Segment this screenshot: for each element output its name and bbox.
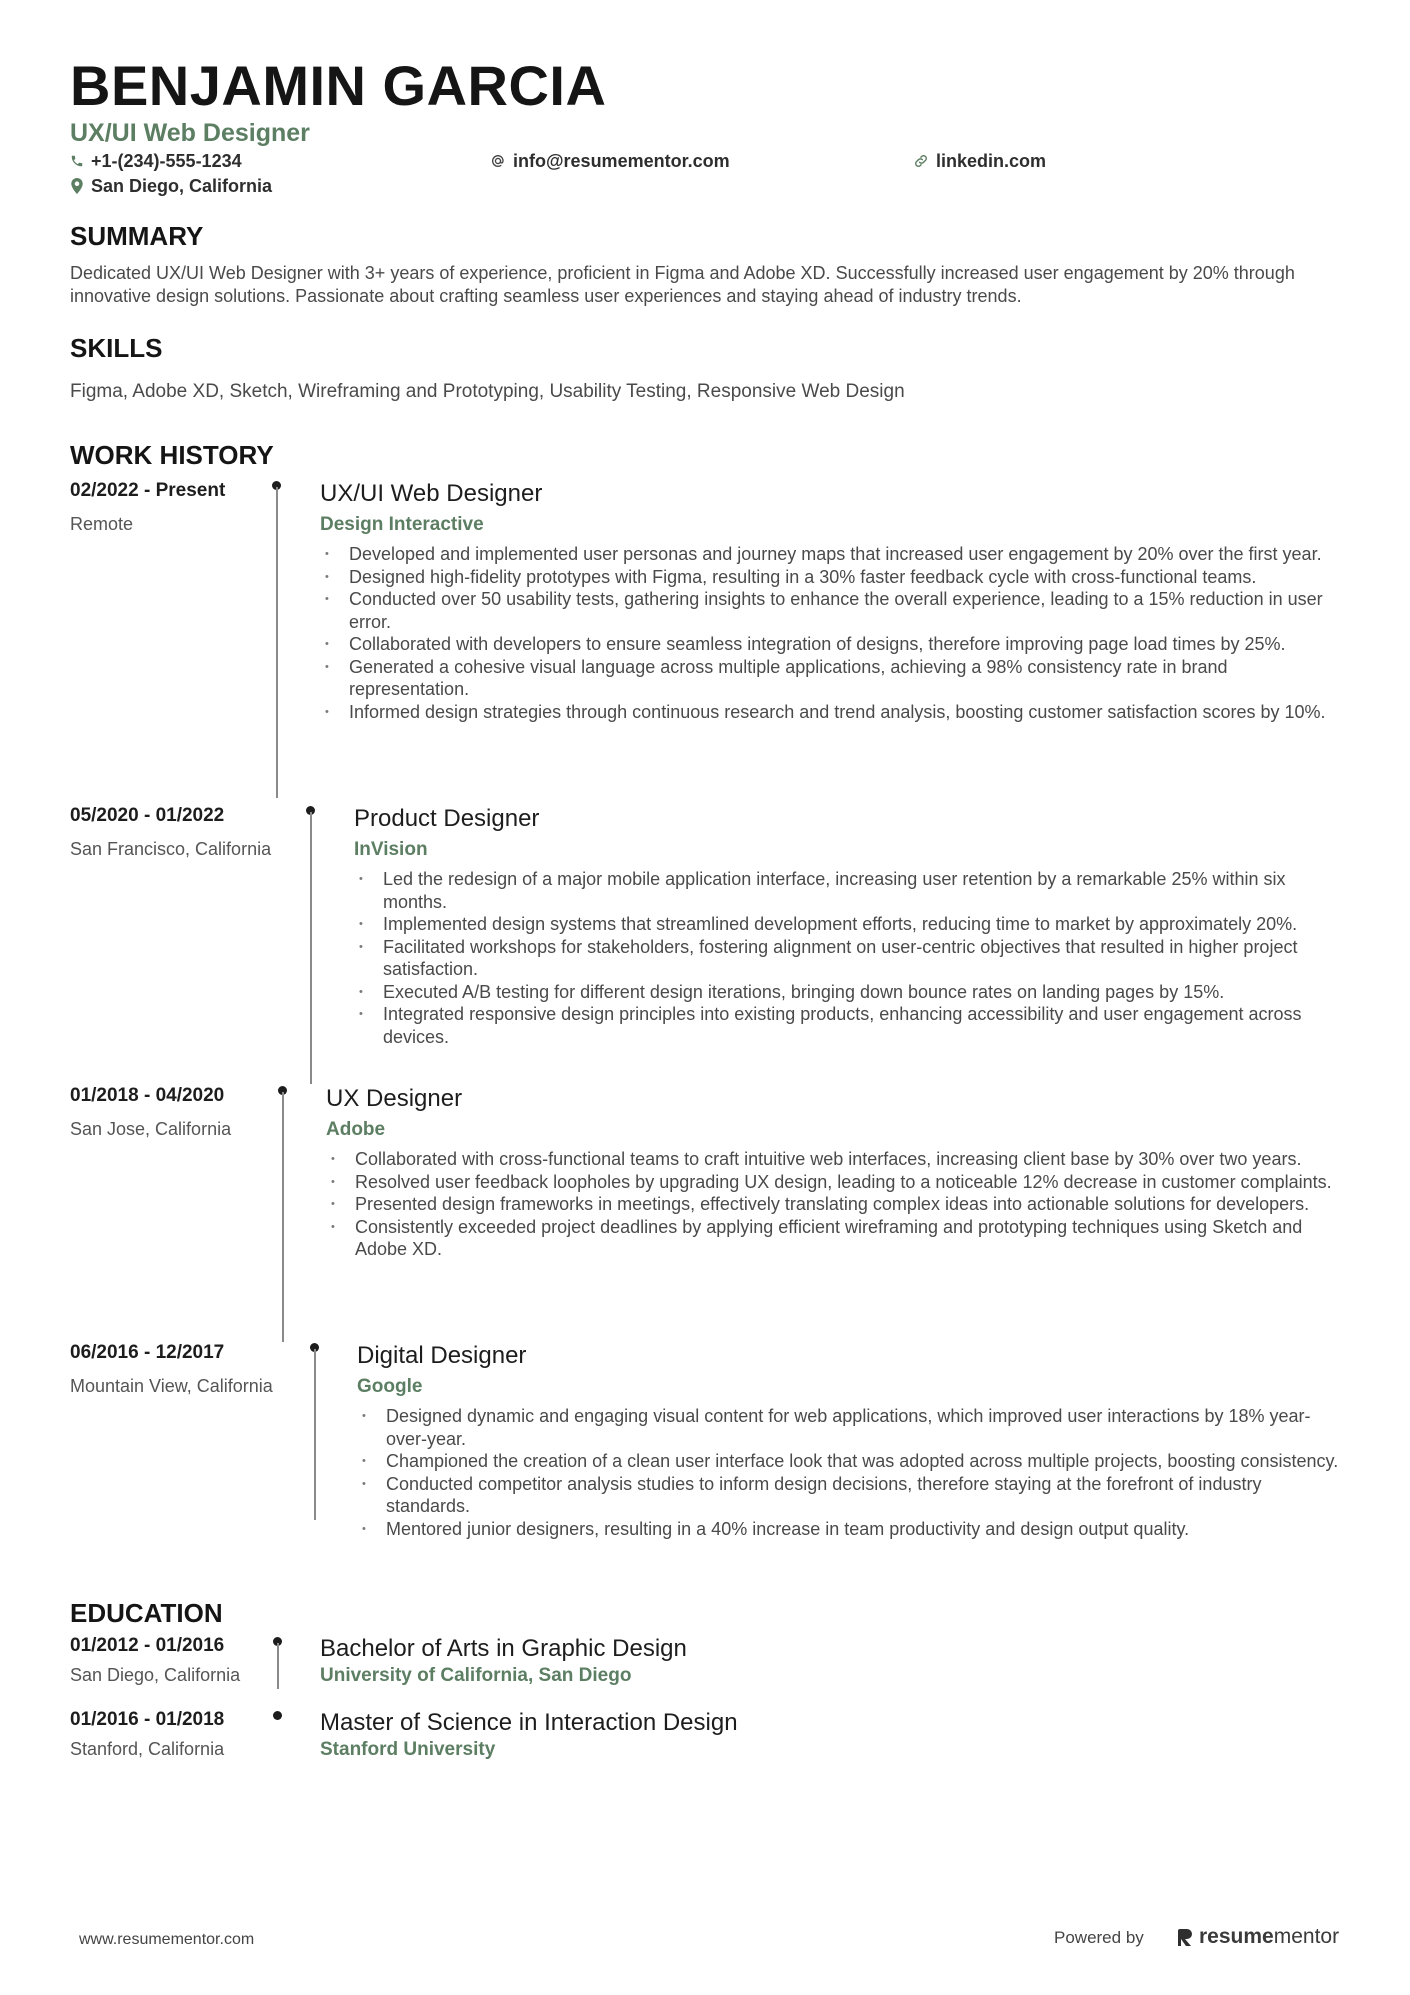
work-bullets (357, 1405, 1340, 1540)
work-bullet: • Championed the creation of a clean user interface look that was adopted across multiple projects, boosting consistency. (357, 1450, 1340, 1473)
work-bullets (326, 1148, 1340, 1261)
linkedin-text: linkedin.com (936, 151, 1047, 171)
work-bullet: • Implemented design systems that streamlined development efforts, reducing time to market by approximately 20%. (354, 913, 1340, 936)
summary-heading: SUMMARY (70, 221, 204, 251)
skills-text: Figma, Adobe XD, Sketch, Wireframing and Prototyping, Usability Testing, Responsive Web Design (70, 381, 905, 402)
work-bullet: • Informed design strategies through continuous research and trend analysis, boosting customer satisfaction scores by 10%. (320, 701, 1340, 724)
timeline-dot (273, 1711, 282, 1720)
work-role: Digital Designer (357, 1342, 527, 1369)
work-bullet: • Collaborated with cross-functional teams to craft intuitive web interfaces, increasing client base by 30% over two years. (326, 1148, 1340, 1171)
work-location: Mountain View, California (70, 1376, 273, 1396)
work-history-heading: WORK HISTORY (70, 440, 274, 470)
work-bullet: • Conducted competitor analysis studies to inform design decisions, therefore staying at the forefront of industry standards. (357, 1473, 1340, 1518)
summary-text: Dedicated UX/UI Web Designer with 3+ years of experience, proficient in Figma and Adobe XD. Successfully increased user engagement by 20% through innovative design solutions. Passionate about crafting seamless user experiences and staying ahead of industry trends. (70, 263, 1295, 306)
link-icon (913, 153, 929, 169)
work-bullet: • Mentored junior designers, resulting in a 40% increase in team productivity and design output quality. (357, 1518, 1340, 1541)
work-bullet: • Facilitated workshops for stakeholders, fostering alignment on user-centric objectives that resulted in higher project satisfaction. (354, 936, 1340, 981)
work-company: InVision (354, 839, 428, 860)
work-bullet: • Presented design frameworks in meetings, effectively translating complex ideas into actionable solutions for developers. (326, 1193, 1340, 1216)
work-bullet: • Collaborated with developers to ensure seamless integration of designs, therefore improving page load times by 25%. (320, 633, 1340, 656)
degree: Master of Science in Interaction Design (320, 1709, 738, 1736)
work-bullet: • Designed dynamic and engaging visual content for web applications, which improved user interactions by 18% year-over-year. (357, 1405, 1340, 1450)
location-text: San Diego, California (91, 176, 273, 196)
work-bullet: • Designed high-fidelity prototypes with Figma, resulting in a 30% faster feedback cycle with cross-functional teams. (320, 566, 1340, 589)
email-text: info@resumementor.com (513, 151, 730, 171)
brand-light-text: mentor (1273, 1925, 1340, 1948)
contact-linkedin[interactable] (913, 150, 1046, 172)
work-dates: 05/2020 - 01/2022 (70, 805, 225, 826)
school: Stanford University (320, 1739, 496, 1760)
brand-bold-text: resume (1199, 1925, 1274, 1948)
timeline-line (310, 812, 312, 1084)
footer-powered-by: Powered by (1054, 1928, 1144, 1947)
contact-email[interactable] (490, 150, 730, 172)
work-bullet: • Resolved user feedback loopholes by upgrading UX design, leading to a noticeable 12% decrease in customer complaints. (326, 1171, 1340, 1194)
timeline-line (314, 1349, 316, 1520)
contact-phone[interactable] (70, 150, 242, 172)
education-dates: 01/2012 - 01/2016 (70, 1635, 225, 1656)
work-location: San Jose, California (70, 1119, 232, 1139)
skills-heading: SKILLS (70, 333, 163, 363)
work-company: Adobe (326, 1119, 386, 1140)
timeline-line (277, 1643, 279, 1689)
timeline-line (282, 1092, 284, 1342)
work-role: Product Designer (354, 805, 540, 832)
resume-page (70, 0, 1340, 1995)
work-dates: 02/2022 - Present (70, 480, 226, 501)
degree: Bachelor of Arts in Graphic Design (320, 1635, 687, 1662)
phone-text: +1-(234)-555-1234 (91, 151, 242, 171)
education-location: San Diego, California (70, 1665, 241, 1685)
work-bullet: • Consistently exceeded project deadlines by applying efficient wireframing and prototyping techniques using Sketch and Adobe XD. (326, 1216, 1340, 1261)
work-dates: 06/2016 - 12/2017 (70, 1342, 225, 1363)
job-title: UX/UI Web Designer (70, 119, 310, 147)
work-bullet: • Integrated responsive design principles into existing products, enhancing accessibility and user engagement across devices. (354, 1003, 1340, 1048)
education-dates: 01/2016 - 01/2018 (70, 1709, 225, 1730)
phone-icon (70, 154, 84, 168)
work-bullet: • Generated a cohesive visual language across multiple applications, achieving a 98% consistency rate in brand representation. (320, 656, 1340, 701)
timeline-line (276, 487, 278, 798)
work-bullets (320, 543, 1340, 723)
resumementor-logo-icon (1177, 1927, 1195, 1947)
work-role: UX Designer (326, 1085, 463, 1112)
school: University of California, San Diego (320, 1665, 632, 1686)
work-dates: 01/2018 - 04/2020 (70, 1085, 225, 1106)
education-location: Stanford, California (70, 1739, 225, 1759)
work-bullet: • Executed A/B testing for different design iterations, bringing down bounce rates on landing pages by 15%. (354, 981, 1340, 1004)
work-company: Design Interactive (320, 514, 484, 535)
work-role: UX/UI Web Designer (320, 480, 543, 507)
location-pin-icon (70, 178, 84, 194)
footer-website[interactable]: www.resumementor.com (79, 1931, 255, 1948)
work-location: San Francisco, California (70, 839, 272, 859)
contact-location (70, 175, 272, 197)
candidate-name: BENJAMIN GARCIA (70, 54, 607, 117)
work-bullet: • Conducted over 50 usability tests, gathering insights to enhance the overall experience, leading to a 15% reduction in user error. (320, 588, 1340, 633)
work-location: Remote (70, 514, 134, 534)
work-bullets (354, 868, 1340, 1048)
work-company: Google (357, 1376, 423, 1397)
at-icon (490, 153, 506, 169)
education-heading: EDUCATION (70, 1598, 223, 1628)
work-bullet: • Developed and implemented user personas and journey maps that increased user engagement by 20% over the first year. (320, 543, 1340, 566)
footer-brand-logo[interactable] (1177, 1925, 1339, 1949)
work-bullet: • Led the redesign of a major mobile application interface, increasing user retention by a remarkable 25% within six months. (354, 868, 1340, 913)
